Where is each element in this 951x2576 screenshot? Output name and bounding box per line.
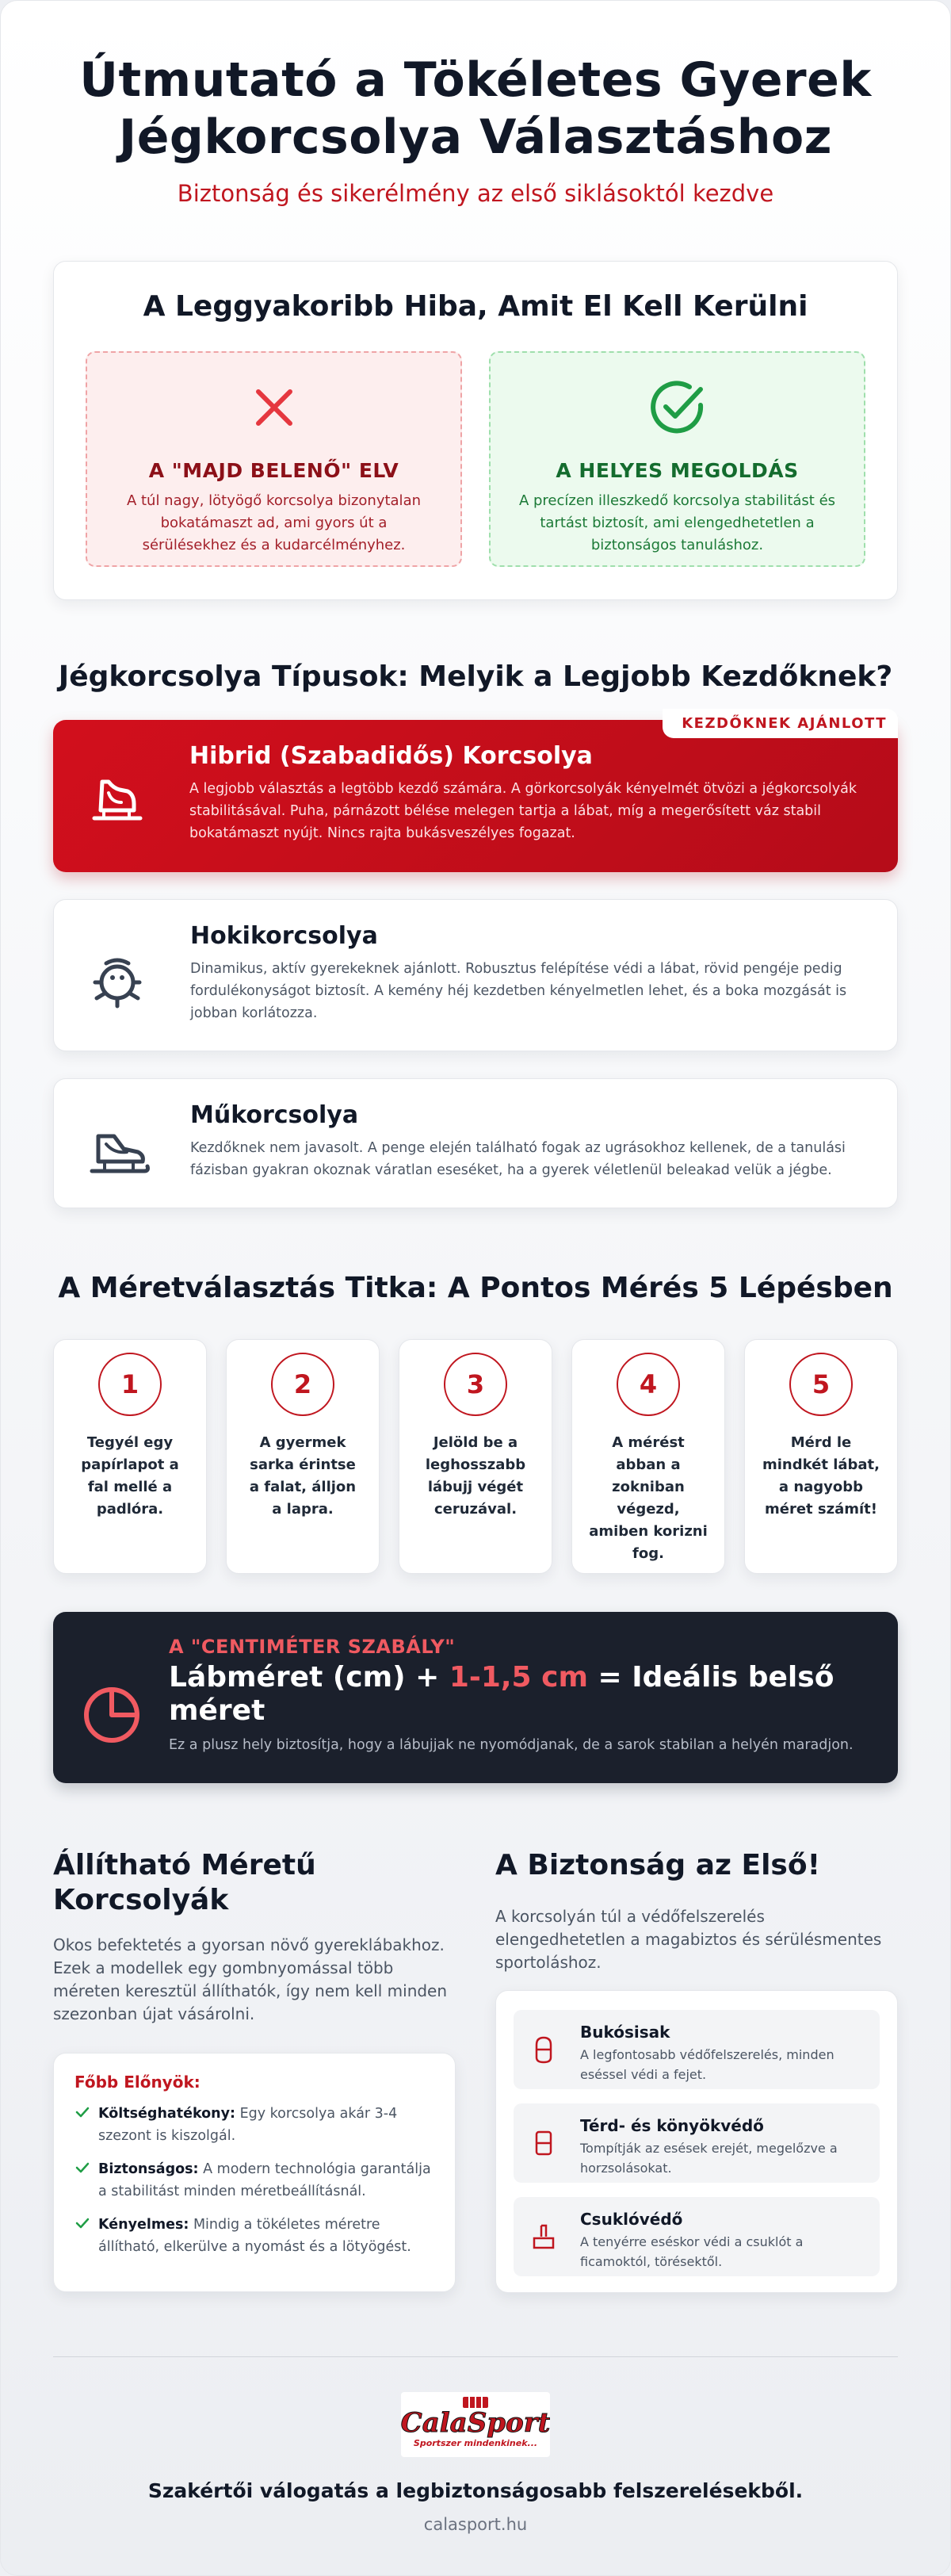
step-text: A mérést abban a zokniban végezd, amiben korizni fog.: [589, 1434, 708, 1562]
gear-name: Bukósisak: [580, 2023, 670, 2042]
x-icon: [87, 377, 460, 438]
benefits-card: [53, 2053, 456, 2292]
benefit-bold: Költséghatékony:: [98, 2106, 236, 2122]
step-number: 5: [789, 1353, 853, 1416]
step-card: [226, 1339, 380, 1574]
gear-text: A legfontosabb védőfelszerelés, minden eséssel védi a fejet.: [580, 2047, 835, 2082]
benefit-item: [74, 2158, 434, 2203]
wrist-guard-icon: [529, 2221, 558, 2253]
benefits-title: Főbb Előnyök:: [74, 2073, 201, 2092]
type-name-figure: Műkorcsolya: [190, 1101, 359, 1129]
step-card: [744, 1339, 898, 1574]
hockey-skate-icon: [82, 946, 154, 1017]
type-card-figure: [53, 1078, 898, 1208]
step-card: [571, 1339, 725, 1574]
gear-item-helmet: [514, 2010, 880, 2089]
wrong-approach-heading: A "MAJD BELENŐ" ELV: [148, 459, 399, 482]
figure-skate-icon: [82, 1125, 154, 1196]
measurement-steps: [53, 1339, 898, 1574]
gear-name: Csuklóvédő: [580, 2210, 683, 2229]
gear-item-knee: [514, 2103, 880, 2183]
types-title: Jégkorcsolya Típusok: Melyik a Legjobb Kezdőknek?: [58, 660, 893, 693]
benefit-desc: Mindig a tökéletes méretre állítható, elkerülve a nyomást és a lötyögést.: [98, 2217, 411, 2255]
benefit-bold: Biztonságos:: [98, 2161, 199, 2177]
right-approach-heading: A HELYES MEGOLDÁS: [556, 459, 799, 482]
recommended-badge: KEZDŐKNEK AJÁNLOTT: [663, 709, 898, 738]
type-text-hybrid: A legjobb választás a legtöbb kezdő számára. A görkorcsolyák kényelmét ötvözi a jégkorcsolyák stabilitásával. Puha, párnázott bélése melegen tartja a lábat, míg a megerősített váz stabil bokatámaszt nyújt. Nincs rajta bukásveszélyes fogazat.: [189, 781, 857, 841]
safety-column: [495, 1848, 898, 2293]
helmet-icon: [529, 2034, 558, 2065]
page-subtitle: Biztonság és sikerélmény az első siklásoktól kezdve: [177, 180, 774, 207]
adjustable-column: [53, 1848, 456, 2293]
benefit-text: [98, 2103, 434, 2147]
type-name-hockey: Hokikorcsolya: [190, 922, 378, 950]
wrong-approach-card: [86, 351, 462, 567]
hero-header: [53, 1, 898, 207]
steps-title: A Méretválasztás Titka: A Pontos Mérés 5 Lépésben: [58, 1272, 893, 1304]
centimeter-rule-box: [53, 1612, 898, 1783]
footer-site-link[interactable]: calasport.hu: [423, 2515, 528, 2534]
safety-gear-card: [495, 1990, 898, 2293]
gear-name: Térd- és könyökvédő: [580, 2116, 764, 2135]
benefit-item: [74, 2214, 434, 2258]
check-circle-icon: [491, 377, 864, 438]
type-text-figure: Kezdőknek nem javasolt. A penge elején található fogak az ugrásokhoz kellenek, de a tanulási fázisban gyakran okoznak váratlan eseséket, ha a gyerek véletlenül beleakad velük a jégbe.: [190, 1140, 846, 1178]
benefit-desc: Egy korcsolya akár 3-4 szezont is kiszolgál.: [98, 2106, 398, 2144]
gear-text: Tompítják az esések erejét, megelőzve a horzsolásokat.: [580, 2141, 838, 2176]
rule-note: Ez a plusz hely biztosítja, hogy a lábujjak ne nyomódjanak, de a sarok stabilan a helyén maradjon.: [169, 1737, 854, 1753]
rule-part-2: = Ideális belső méret: [169, 1661, 835, 1727]
benefit-text: [98, 2214, 434, 2258]
gear-item-wrist: [514, 2197, 880, 2276]
step-number: 2: [271, 1353, 334, 1416]
safety-title: A Biztonság az Első!: [495, 1849, 821, 1881]
step-text: Jelöld be a leghosszabb lábujj végét ceruzával.: [425, 1434, 526, 1518]
right-approach-text: A precízen illeszkedő korcsolya stabilitást és tartást biztosít, ami elengedhetetlen a biztonságos tanuláshoz.: [518, 492, 836, 553]
right-approach-card: [489, 351, 865, 567]
wrong-approach-text: A túl nagy, lötyögő korcsolya bizonytalan bokatámaszt ad, ami gyors út a sérülésekhez és a kudarcélményhez.: [126, 492, 422, 553]
rule-formula: [169, 1661, 866, 1728]
benefit-text: [98, 2158, 434, 2203]
check-icon: [74, 2158, 98, 2203]
type-text-hockey: Dinamikus, aktív gyerekeknek ajánlott. Robusztus felépítése védi a lábat, rövid pengéje pedig fordulékonyságot biztosít. A kemény héj kezdetben kényelmetlen lehet, és a boka mozgását is jobban korlátozza.: [190, 961, 847, 1021]
type-card-hybrid: [53, 715, 898, 872]
footer: [53, 2357, 898, 2534]
pie-chart-icon: [80, 1683, 143, 1747]
type-name-hybrid: Hibrid (Szabadidős) Korcsolya: [189, 742, 593, 770]
step-number: 1: [98, 1353, 162, 1416]
two-column-section: [53, 1848, 898, 2293]
benefit-desc: A modern technológia garantálja a stabilitást minden méretbeállításnál.: [98, 2161, 431, 2199]
rule-label: A "CENTIMÉTER SZABÁLY": [169, 1636, 456, 1658]
knee-pad-icon: [529, 2127, 558, 2159]
rule-highlight: 1-1,5 cm: [449, 1661, 588, 1694]
page-title: Útmutató a Tökéletes Gyerek Jégkorcsolya Választáshoz: [79, 52, 872, 165]
mistake-title: A Leggyakoribb Hiba, Amit El Kell Kerülni: [143, 290, 808, 323]
adjustable-title: Állítható Méretű Korcsolyák: [53, 1849, 316, 1916]
check-icon: [74, 2103, 98, 2147]
safety-lead: A korcsolyán túl a védőfelszerelés elengedhetetlen a magabiztos és sérülésmentes sportoláshoz.: [495, 1907, 882, 1972]
mistake-section: [53, 261, 898, 600]
step-text: A gyermek sarka érintse a falat, álljon a lapra.: [249, 1434, 357, 1518]
type-card-hockey: [53, 899, 898, 1051]
calasport-logo[interactable]: [401, 2392, 550, 2457]
hybrid-skate-icon: [82, 766, 153, 837]
step-card: [399, 1339, 552, 1574]
step-text: Mérd le mindkét lábat, a nagyobb méret számít!: [762, 1434, 880, 1518]
check-icon: [74, 2214, 98, 2258]
svg-text:Sportszer mindenkinek...: Sportszer mindenkinek...: [413, 2438, 538, 2448]
gear-text: A tenyérre eséskor védi a csuklót a ficamoktól, törésektől.: [580, 2234, 804, 2269]
step-number: 3: [444, 1353, 507, 1416]
step-number: 4: [617, 1353, 680, 1416]
footer-tagline: Szakértői válogatás a legbiztonságosabb felszerelésekből.: [147, 2479, 804, 2502]
rule-part-1: Lábméret (cm) +: [169, 1661, 449, 1694]
benefit-item: [74, 2103, 434, 2147]
step-text: Tegyél egy papírlapot a fal mellé a padlóra.: [81, 1434, 179, 1518]
benefit-bold: Kényelmes:: [98, 2217, 189, 2233]
svg-text:CalaSport: CalaSport: [401, 2407, 550, 2439]
adjustable-lead: Okos befektetés a gyorsan növő gyereklábakhoz. Ezek a modellek egy gombnyomással több méreten keresztül állíthatók, így nem kell minden szezonban újat vásárolni.: [53, 1935, 448, 2023]
step-card: [53, 1339, 207, 1574]
